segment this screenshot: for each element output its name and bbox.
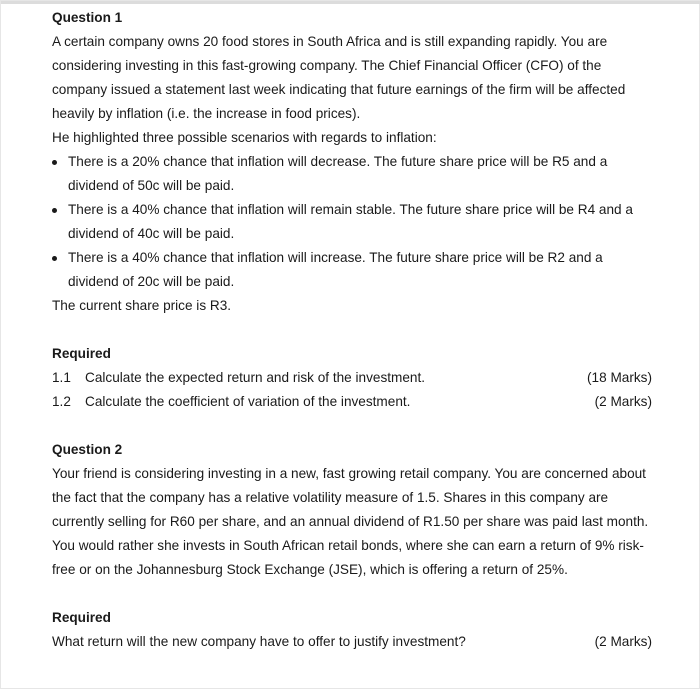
- question-2-paragraph: Your friend is considering investing in a new, fast growing retail company. You are concerned about the fact that the company has a relative volatility measure of 1.5. Shares in this company are currently selling for R60 per share, and an annual dividend of R1.50 per share was paid last month. You would rather she invests in South African retail bonds, where she can earn a return of 9% risk-free or on the Johannesburg Stock Exchange (JSE), which is offering a return of 25%.: [52, 466, 649, 577]
- requirement-marks: (18 Marks): [587, 370, 652, 385]
- spacer: [52, 582, 652, 606]
- scenario-text: There is a 40% chance that inflation will remain stable. The future share price will be R4 and a dividend of 40c will be paid.: [68, 202, 633, 241]
- requirement-left: [52, 390, 410, 414]
- scenario-list: [52, 150, 652, 294]
- scenario-item: [52, 150, 652, 198]
- requirement-text: Calculate the coefficient of variation of the investment.: [85, 394, 411, 409]
- requirement-number: 1.1: [52, 370, 71, 385]
- requirement-row: [52, 630, 652, 654]
- question-1-title: Question 1: [52, 10, 123, 25]
- scenario-item: [52, 198, 652, 246]
- requirement-text: Calculate the expected return and risk of the investment.: [85, 370, 426, 385]
- question-2-title: Question 2: [52, 442, 123, 457]
- question-1-paragraph: A certain company owns 20 food stores in South Africa and is still expanding rapidly. You are considering investing in this fast-growing company. The Chief Financial Officer (CFO) of the company issued a statement last week indicating that future earnings of the firm will be affected heavily by inflation (i.e. the increase in food prices).: [52, 34, 626, 121]
- requirement-text: What return will the new company have to offer to justify investment?: [52, 634, 466, 649]
- scenario-text: There is a 20% chance that inflation will decrease. The future share price will be R5 and a dividend of 50c will be paid.: [68, 154, 608, 193]
- scenario-text: There is a 40% chance that inflation will increase. The future share price will be R2 and a dividend of 20c will be paid.: [68, 250, 603, 289]
- current-share-price: The current share price is R3.: [52, 298, 232, 313]
- spacer: [52, 414, 652, 438]
- question-2-required-title: Required: [52, 610, 111, 625]
- top-divider: [1, 1, 700, 4]
- requirement-row: [52, 390, 652, 414]
- requirement-marks: (2 Marks): [594, 634, 652, 649]
- bullet-icon: [52, 160, 57, 165]
- bullet-icon: [52, 256, 57, 261]
- spacer: [52, 318, 652, 342]
- question-1-intro: He highlighted three possible scenarios with regards to inflation:: [52, 130, 437, 145]
- question-1-required-title: Required: [52, 346, 111, 361]
- scenario-item: [52, 246, 652, 294]
- document-content: [52, 6, 652, 654]
- requirement-number: 1.2: [52, 394, 71, 409]
- requirement-row: [52, 366, 652, 390]
- requirement-marks: (2 Marks): [594, 394, 652, 409]
- bullet-icon: [52, 208, 57, 213]
- requirement-left: [52, 366, 425, 390]
